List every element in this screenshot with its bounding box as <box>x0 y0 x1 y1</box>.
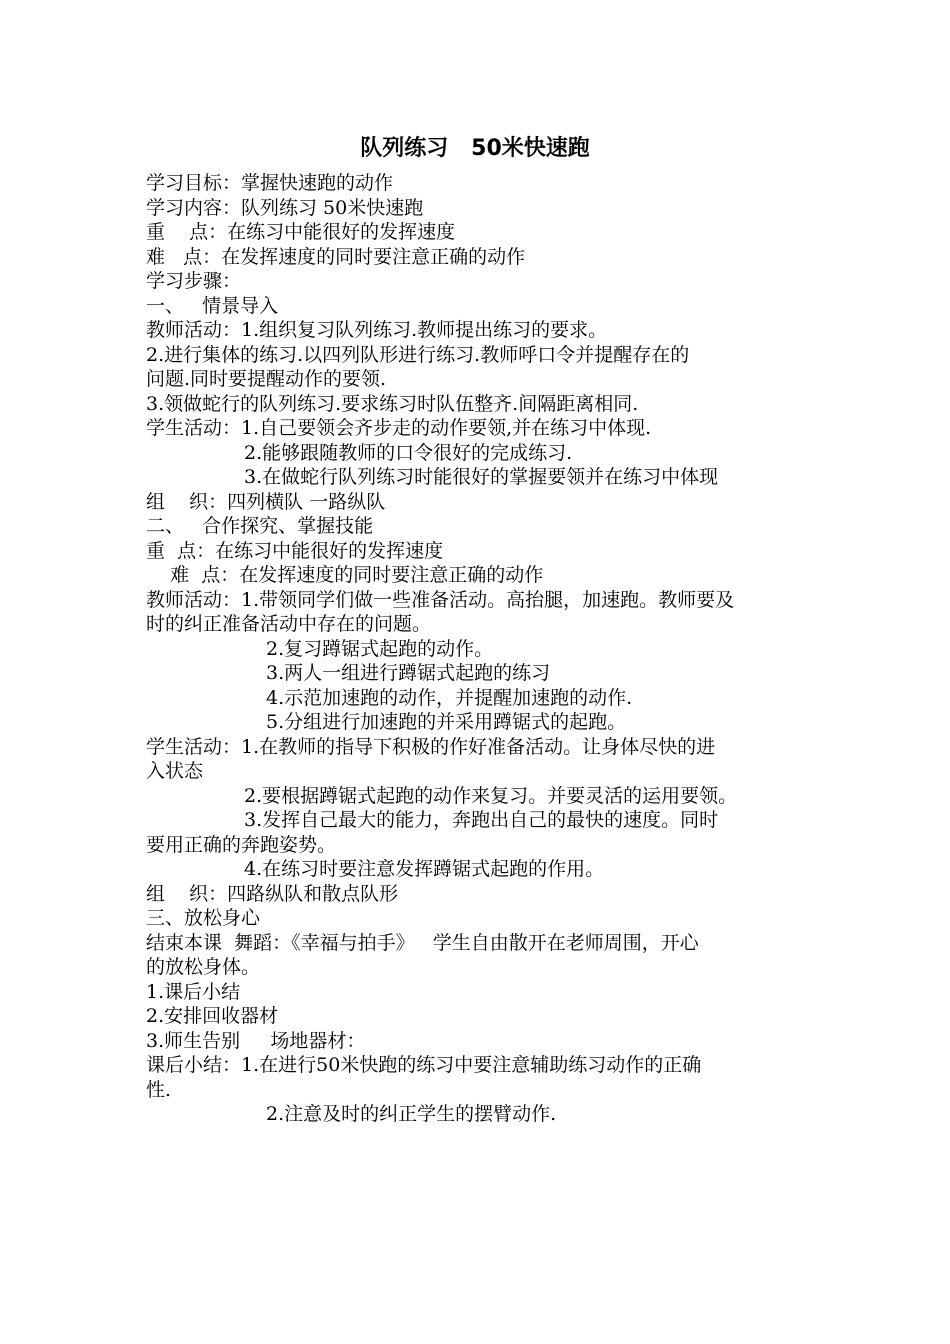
text-line: 性. <box>146 1078 172 1101</box>
lesson-plan-body <box>146 171 816 1127</box>
text-line: 4.示范加速跑的动作，并提醒加速跑的动作. <box>266 686 633 709</box>
text-line: 组 织：四路纵队和散点队形 <box>146 882 399 905</box>
text-line: 结束本课 舞蹈：《幸福与拍手》 学生自由散开在老师周围，开心 <box>146 931 699 954</box>
text-line: 2.要根据蹲锯式起跑的动作来复习。并要灵活的运用要领。 <box>244 784 738 807</box>
text-line: 要用正确的奔跑姿势。 <box>146 833 337 856</box>
text-line: 学习内容：队列练习 50米快速跑 <box>146 196 424 219</box>
text-line: 1.课后小结 <box>146 980 241 1003</box>
text-line: 3.在做蛇行队列练习时能很好的掌握要领并在练习中体现 <box>244 466 719 488</box>
document-title: 队列练习 50米快速跑 <box>360 136 590 161</box>
text-line: 4.在练习时要注意发挥蹲锯式起跑的作用。 <box>244 858 605 880</box>
text-line: 的放松身体。 <box>146 956 261 978</box>
text-line: 教师活动：1.组织复习队列练习.教师提出练习的要求。 <box>146 319 608 341</box>
text-line: 重 点：在练习中能很好的发挥速度 <box>146 539 444 562</box>
text-line: 2.安排回收器材 <box>146 1005 279 1027</box>
text-line: 难 点：在发挥速度的同时要注意正确的动作 <box>146 245 526 268</box>
text-line: 教师活动：1.带领同学们做一些准备活动。高抬腿，加速跑。教师要及 <box>146 588 735 611</box>
text-line: 时的纠正准备活动中存在的问题。 <box>146 613 432 635</box>
text-line: 学生活动：1.自己要领会齐步走的动作要领,并在练习中体现. <box>146 417 652 439</box>
text-line: 入状态 <box>146 760 204 782</box>
text-line: 3.领做蛇行的队列练习.要求练习时队伍整齐.间隔距离相同. <box>146 392 639 415</box>
text-line: 2.复习蹲锯式起跑的动作。 <box>266 637 494 660</box>
text-line: 课后小结：1.在进行50米快跑的练习中要注意辅助练习动作的正确 <box>146 1054 702 1076</box>
text-line: 3.两人一组进行蹲锯式起跑的练习 <box>266 662 551 684</box>
text-line: 3.发挥自己最大的能力，奔跑出自己的最快的速度。同时 <box>244 809 719 831</box>
text-line: 难 点：在发挥速度的同时要注意正确的动作 <box>146 564 544 586</box>
text-line: 学习步骤： <box>146 270 242 292</box>
text-line: 2.注意及时的纠正学生的摆臂动作. <box>266 1103 557 1125</box>
text-line: 2.进行集体的练习.以四列队形进行练习.教师呼口令并提醒存在的 <box>146 343 690 366</box>
text-line: 重 点：在练习中能很好的发挥速度 <box>146 221 456 243</box>
text-line: 三、放松身心 <box>146 907 261 929</box>
text-line: 二、 合作探究、掌握技能 <box>146 515 374 537</box>
text-line: 组 织：四列横队 一路纵队 <box>146 490 386 513</box>
text-line: 学生活动：1.在教师的指导下积极的作好准备活动。让身体尽快的进 <box>146 735 716 758</box>
text-line: 5.分组进行加速跑的并采用蹲锯式的起跑。 <box>266 711 627 733</box>
text-line: 问题.同时要提醒动作的要领. <box>146 368 387 390</box>
text-line: 学习目标：掌握快速跑的动作 <box>146 172 394 194</box>
text-line: 2.能够跟随教师的口令很好的完成练习. <box>244 441 573 464</box>
text-line: 一、 情景导入 <box>146 294 279 317</box>
text-line: 3.师生告别 场地器材： <box>146 1029 366 1052</box>
